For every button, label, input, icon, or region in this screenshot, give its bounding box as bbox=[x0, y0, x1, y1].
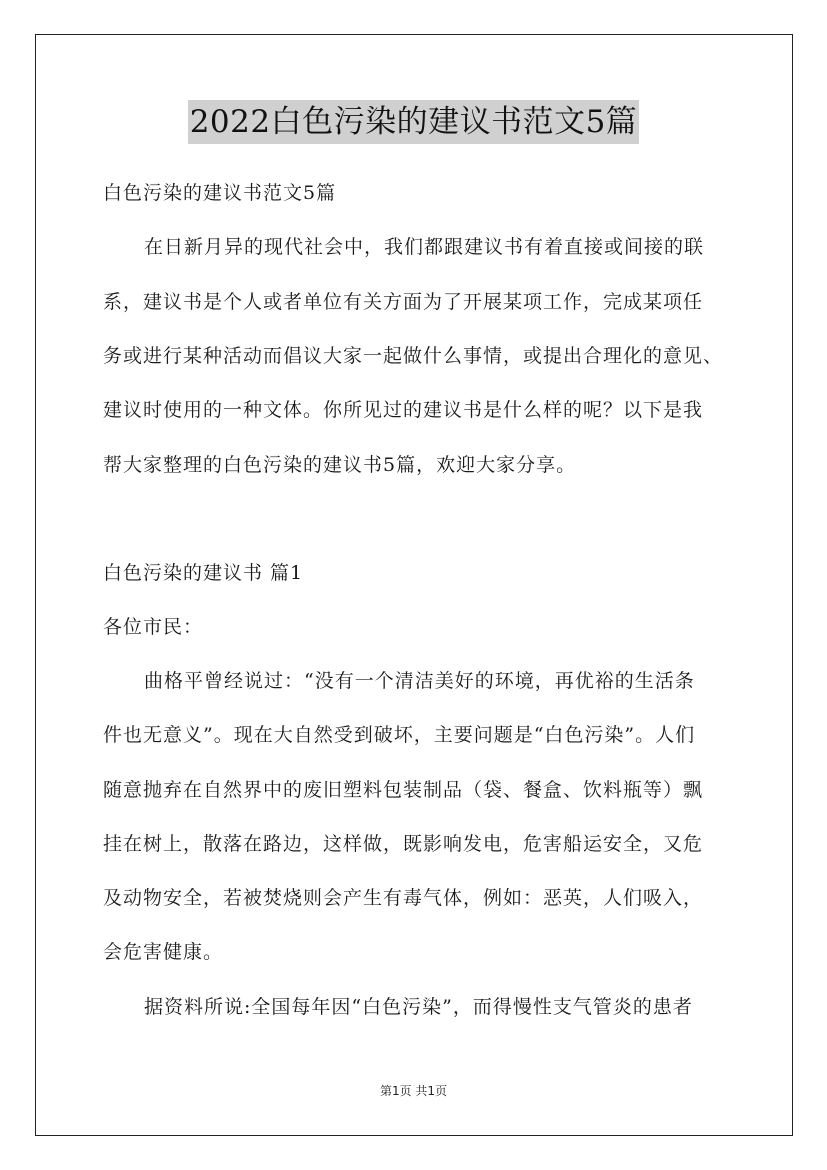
section-heading: 白色污染的建议书 篇1 bbox=[103, 562, 304, 584]
intro-line: 系，建议书是个人或者单位有关方面为了开展某项工作，完成某项任 bbox=[103, 291, 704, 313]
paragraph-line: 据资料所说:全国每年因“白色污染”，而得慢性支气管炎的患者 bbox=[144, 996, 693, 1018]
document-title: 2022白色污染的建议书范文5篇 bbox=[188, 100, 640, 144]
paragraph-line: 件也无意义”。现在大自然受到破坏，主要问题是“白色污染”。人们 bbox=[103, 724, 696, 746]
paragraph-line: 挂在树上，散落在路边，这样做，既影响发电，危害船运安全，又危 bbox=[103, 833, 704, 855]
intro-line: 在日新月异的现代社会中，我们都跟建议书有着直接或间接的联 bbox=[144, 236, 705, 258]
page-footer: 第1页 共1页 bbox=[379, 1084, 448, 1098]
salutation: 各位市民： bbox=[103, 616, 204, 638]
intro-line: 建议时使用的一种文体。你所见过的建议书是什么样的呢？以下是我 bbox=[103, 399, 704, 421]
paragraph-line: 及动物安全，若被焚烧则会产生有毒气体，例如：恶英，人们吸入， bbox=[103, 887, 704, 909]
paragraph-line: 随意抛弃在自然界中的废旧塑料包装制品（袋、餐盒、饮料瓶等）飘 bbox=[103, 779, 704, 801]
paragraph-line: 曲格平曾经说过：“没有一个清洁美好的环境，再优裕的生活条 bbox=[144, 670, 695, 692]
intro-line: 务或进行某种活动而倡议大家一起做什么事情，或提出合理化的意见、 bbox=[103, 345, 724, 367]
document-subtitle: 白色污染的建议书范文5篇 bbox=[103, 182, 337, 204]
paragraph-line: 会危害健康。 bbox=[103, 941, 224, 963]
title-container bbox=[0, 100, 827, 144]
intro-line: 帮大家整理的白色污染的建议书5篇，欢迎大家分享。 bbox=[103, 454, 577, 476]
